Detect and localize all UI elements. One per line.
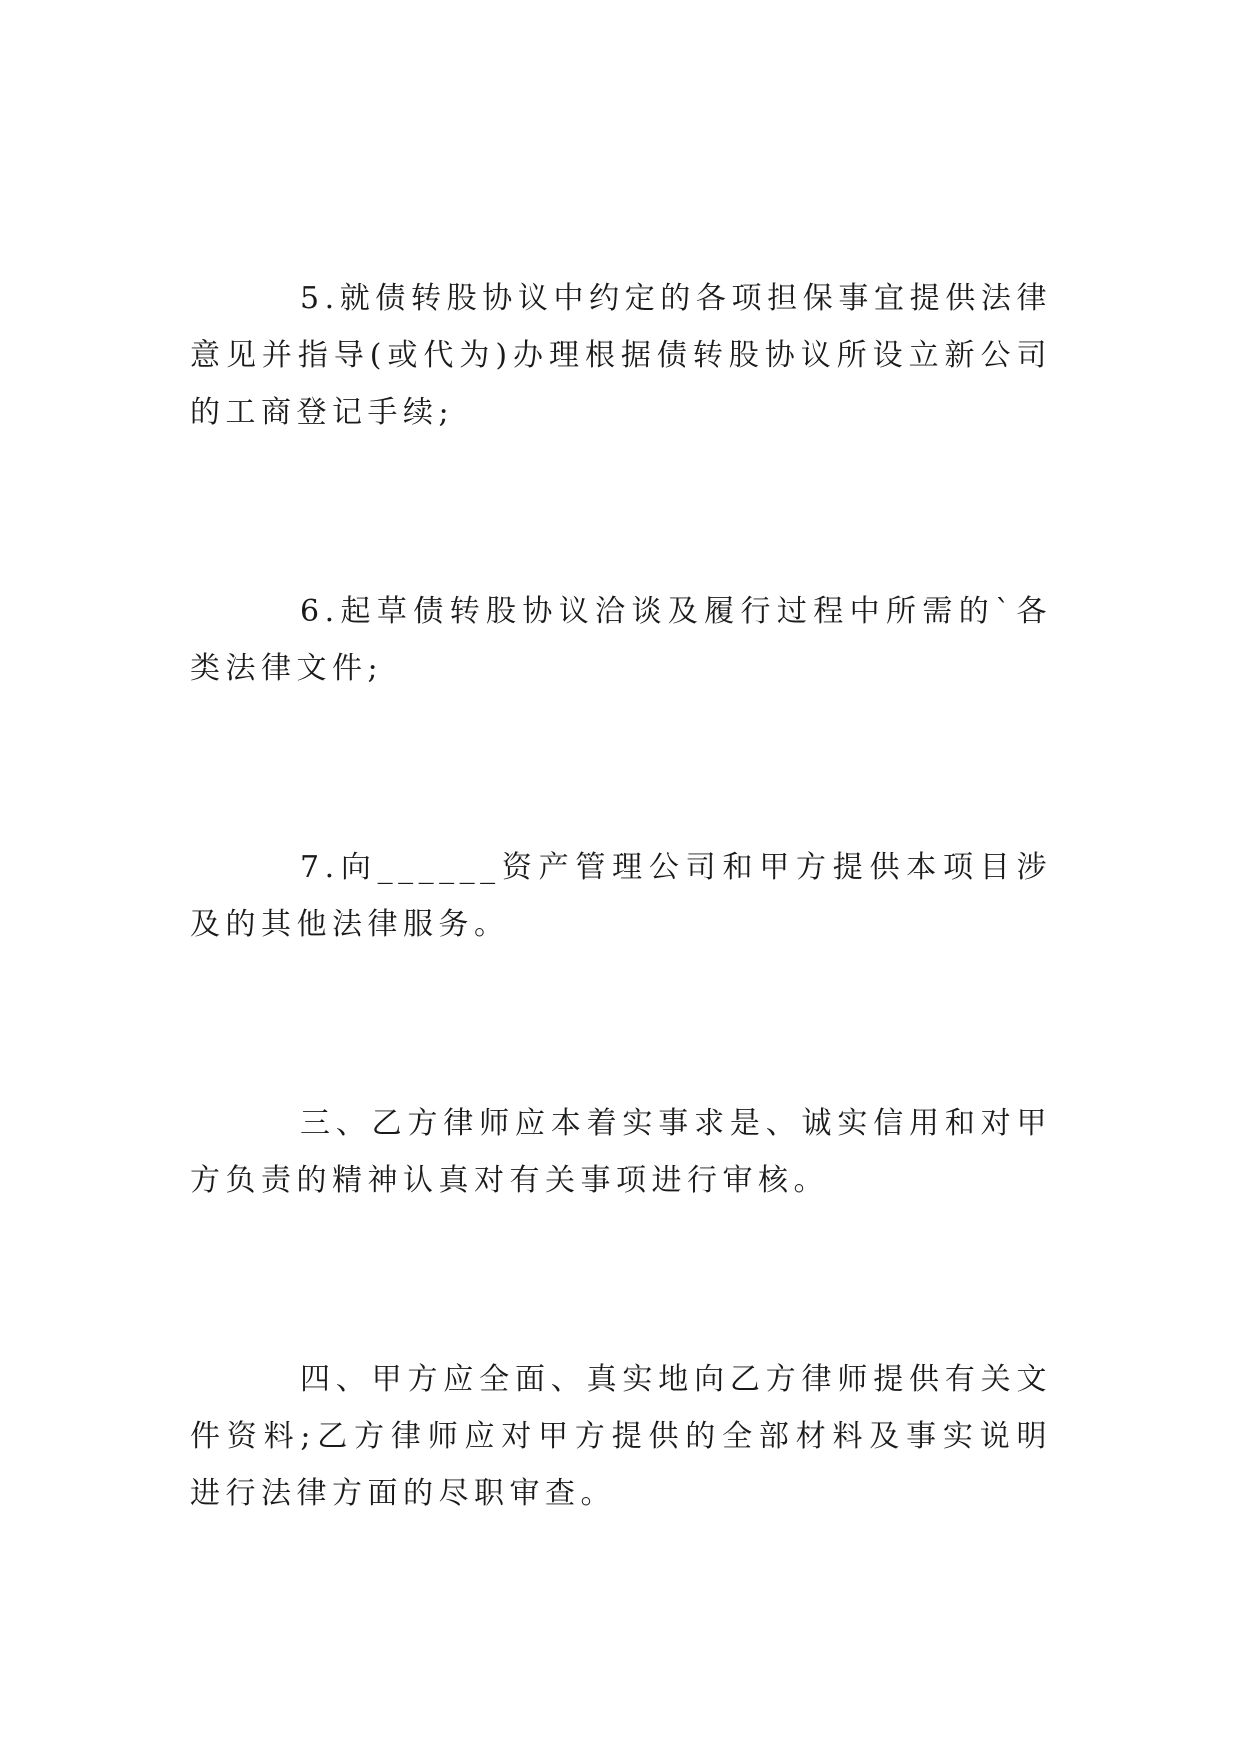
paragraph-item-5: 5.就债转股协议中约定的各项担保事宜提供法律意见并指导(或代为)办理根据债转股协议所设立新公司的工商登记手续; (190, 281, 1052, 430)
paragraph-item-6: 6.起草债转股协议洽谈及履行过程中所需的`各类法律文件; (190, 594, 1052, 686)
paragraph-item-7: 7.向______资产管理公司和甲方提供本项目涉及的其他法律服务。 (190, 850, 1052, 942)
paragraph-section-3: 三、乙方律师应本着实事求是、诚实信用和对甲方负责的精神认真对有关事项进行审核。 (190, 1106, 1052, 1198)
document-body (190, 270, 1052, 1664)
paragraph-section-4: 四、甲方应全面、真实地向乙方律师提供有关文件资料;乙方律师应对甲方提供的全部材料及事实说明进行法律方面的尽职审查。 (190, 1362, 1052, 1511)
